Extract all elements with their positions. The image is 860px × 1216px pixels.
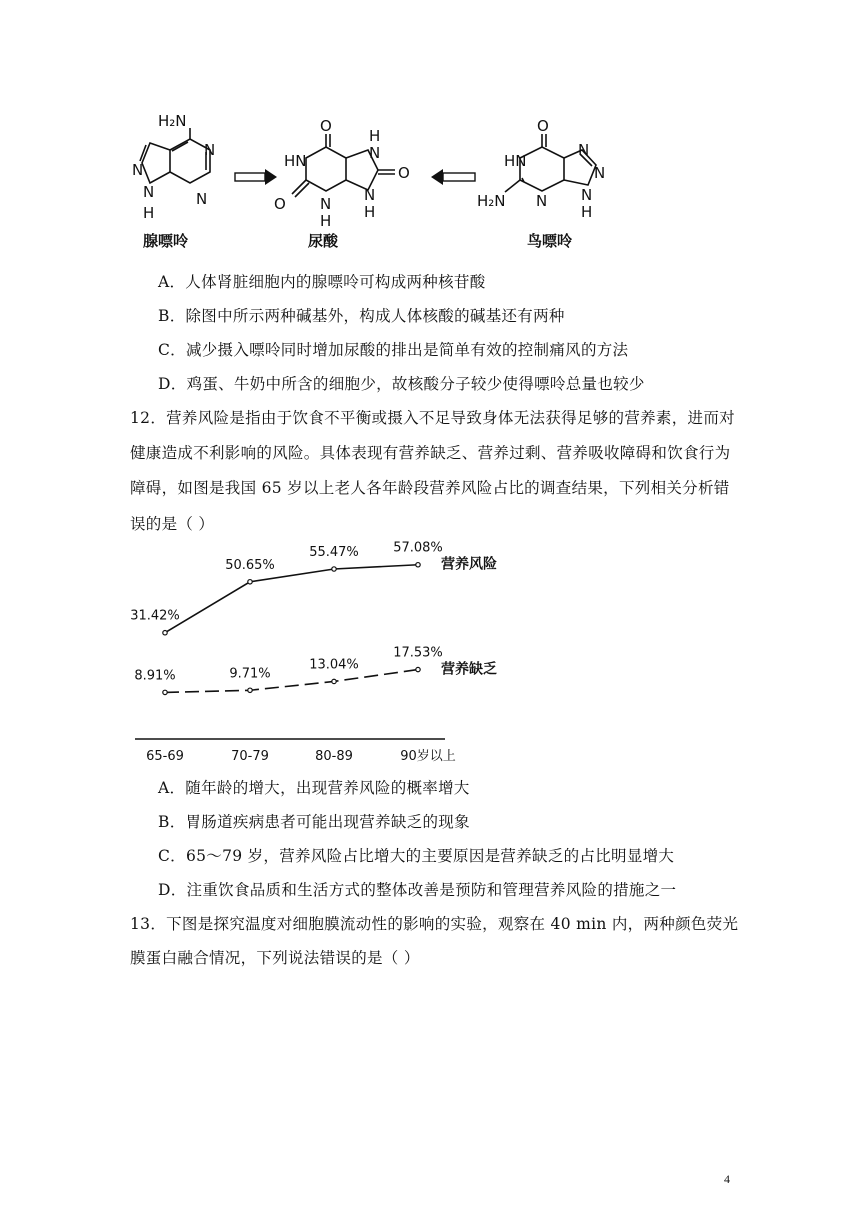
guanine-h: H — [581, 203, 593, 221]
q11-option-c: C．减少摄入嘌呤同时增加尿酸的排出是简单有效的控制痛风的方法 — [158, 341, 629, 359]
guanine-n: N — [578, 141, 590, 159]
uric-h: H — [364, 203, 376, 221]
data-point — [163, 690, 167, 694]
x-tick-label: 70-79 — [231, 749, 269, 764]
adenine-name: 腺嘌呤 — [143, 232, 189, 250]
uric-acid-name: 尿酸 — [308, 232, 339, 250]
series-line-1 — [165, 670, 418, 693]
data-label: 55.47% — [309, 545, 359, 561]
uric-n: N — [364, 186, 376, 204]
data-point — [332, 567, 336, 571]
adenine-amine: H₂N — [158, 112, 187, 130]
x-tick-label: 80-89 — [315, 749, 353, 764]
uric-o: O — [398, 164, 410, 182]
q12-line-1: 12．营养风险是指由于饮食不平衡或摄入不足导致身体无法获得足够的营养素，进而对 — [130, 409, 735, 427]
uric-o: O — [274, 195, 286, 213]
data-point — [248, 580, 252, 584]
guanine-n: N — [581, 186, 593, 204]
q13-line-2: 膜蛋白融合情况，下列说法错误的是（ ） — [130, 949, 420, 967]
series-line-0 — [165, 565, 418, 633]
q11-option-a: A．人体肾脏细胞内的腺嘌呤可构成两种核苷酸 — [158, 273, 486, 291]
series-name-label: 营养缺乏 — [441, 661, 497, 678]
uric-h: H — [369, 127, 381, 145]
arrow-right-icon — [235, 169, 277, 185]
nutrition-risk-line-chart — [0, 540, 860, 770]
data-label: 8.91% — [134, 668, 176, 684]
uric-n: N — [320, 195, 332, 213]
uric-n: N — [369, 144, 381, 162]
q12-option-b: B．胃肠道疾病患者可能出现营养缺乏的现象 — [158, 813, 470, 831]
q12-line-4: 误的是（ ） — [130, 515, 215, 533]
adenine-n: N — [143, 183, 155, 201]
series-name-label: 营养风险 — [441, 556, 497, 573]
adenine-n: N — [196, 190, 208, 208]
x-tick-label: 90岁以上 — [400, 749, 456, 764]
guanine-o: O — [537, 117, 549, 135]
q11-option-b: B．除图中所示两种碱基外，构成人体核酸的碱基还有两种 — [158, 307, 565, 325]
q12-option-d: D．注重饮食品质和生活方式的整体改善是预防和管理营养风险的措施之一 — [158, 881, 677, 899]
adenine-h: H — [143, 204, 155, 222]
guanine-name: 鸟嘌呤 — [527, 232, 573, 250]
q11-option-d: D．鸡蛋、牛奶中所含的细胞少，故核酸分子较少使得嘌呤总量也较少 — [158, 375, 645, 393]
data-label: 57.08% — [393, 540, 443, 556]
guanine-amine: H₂N — [477, 192, 506, 210]
data-label: 31.42% — [130, 608, 180, 624]
page-number: 4 — [724, 1172, 730, 1186]
uric-o: O — [320, 117, 332, 135]
data-point — [416, 667, 420, 671]
data-label: 50.65% — [225, 557, 275, 573]
data-label: 13.04% — [309, 657, 359, 673]
purine-structures-figure — [0, 0, 860, 260]
uric-h: H — [320, 212, 332, 230]
q12-option-c: C．65～79 岁，营养风险占比增大的主要原因是营养缺乏的占比明显增大 — [158, 847, 675, 865]
arrow-left-icon — [431, 169, 475, 185]
adenine-n: N — [204, 141, 216, 159]
data-point — [416, 563, 420, 567]
q13-line-1: 13．下图是探究温度对细胞膜流动性的影响的实验，观察在 40 min 内，两种颜色荧光 — [130, 915, 739, 933]
q12-line-2: 健康造成不利影响的风险。具体表现有营养缺乏、营养过剩、营养吸收障碍和饮食行为 — [130, 444, 731, 462]
adenine-n: N — [132, 161, 144, 179]
uric-hn: HN — [284, 152, 307, 170]
guanine-n: N — [594, 164, 606, 182]
q12-line-3: 障碍，如图是我国 65 岁以上老人各年龄段营养风险占比的调查结果，下列相关分析错 — [130, 479, 730, 497]
guanine-n: N — [536, 192, 548, 210]
data-point — [332, 679, 336, 683]
x-tick-label: 65-69 — [146, 749, 184, 764]
data-point — [248, 688, 252, 692]
data-label: 17.53% — [393, 645, 443, 661]
data-label: 9.71% — [229, 666, 271, 682]
q12-option-a: A．随年龄的增大，出现营养风险的概率增大 — [158, 779, 470, 797]
guanine-hn: HN — [504, 152, 527, 170]
data-point — [163, 631, 167, 635]
